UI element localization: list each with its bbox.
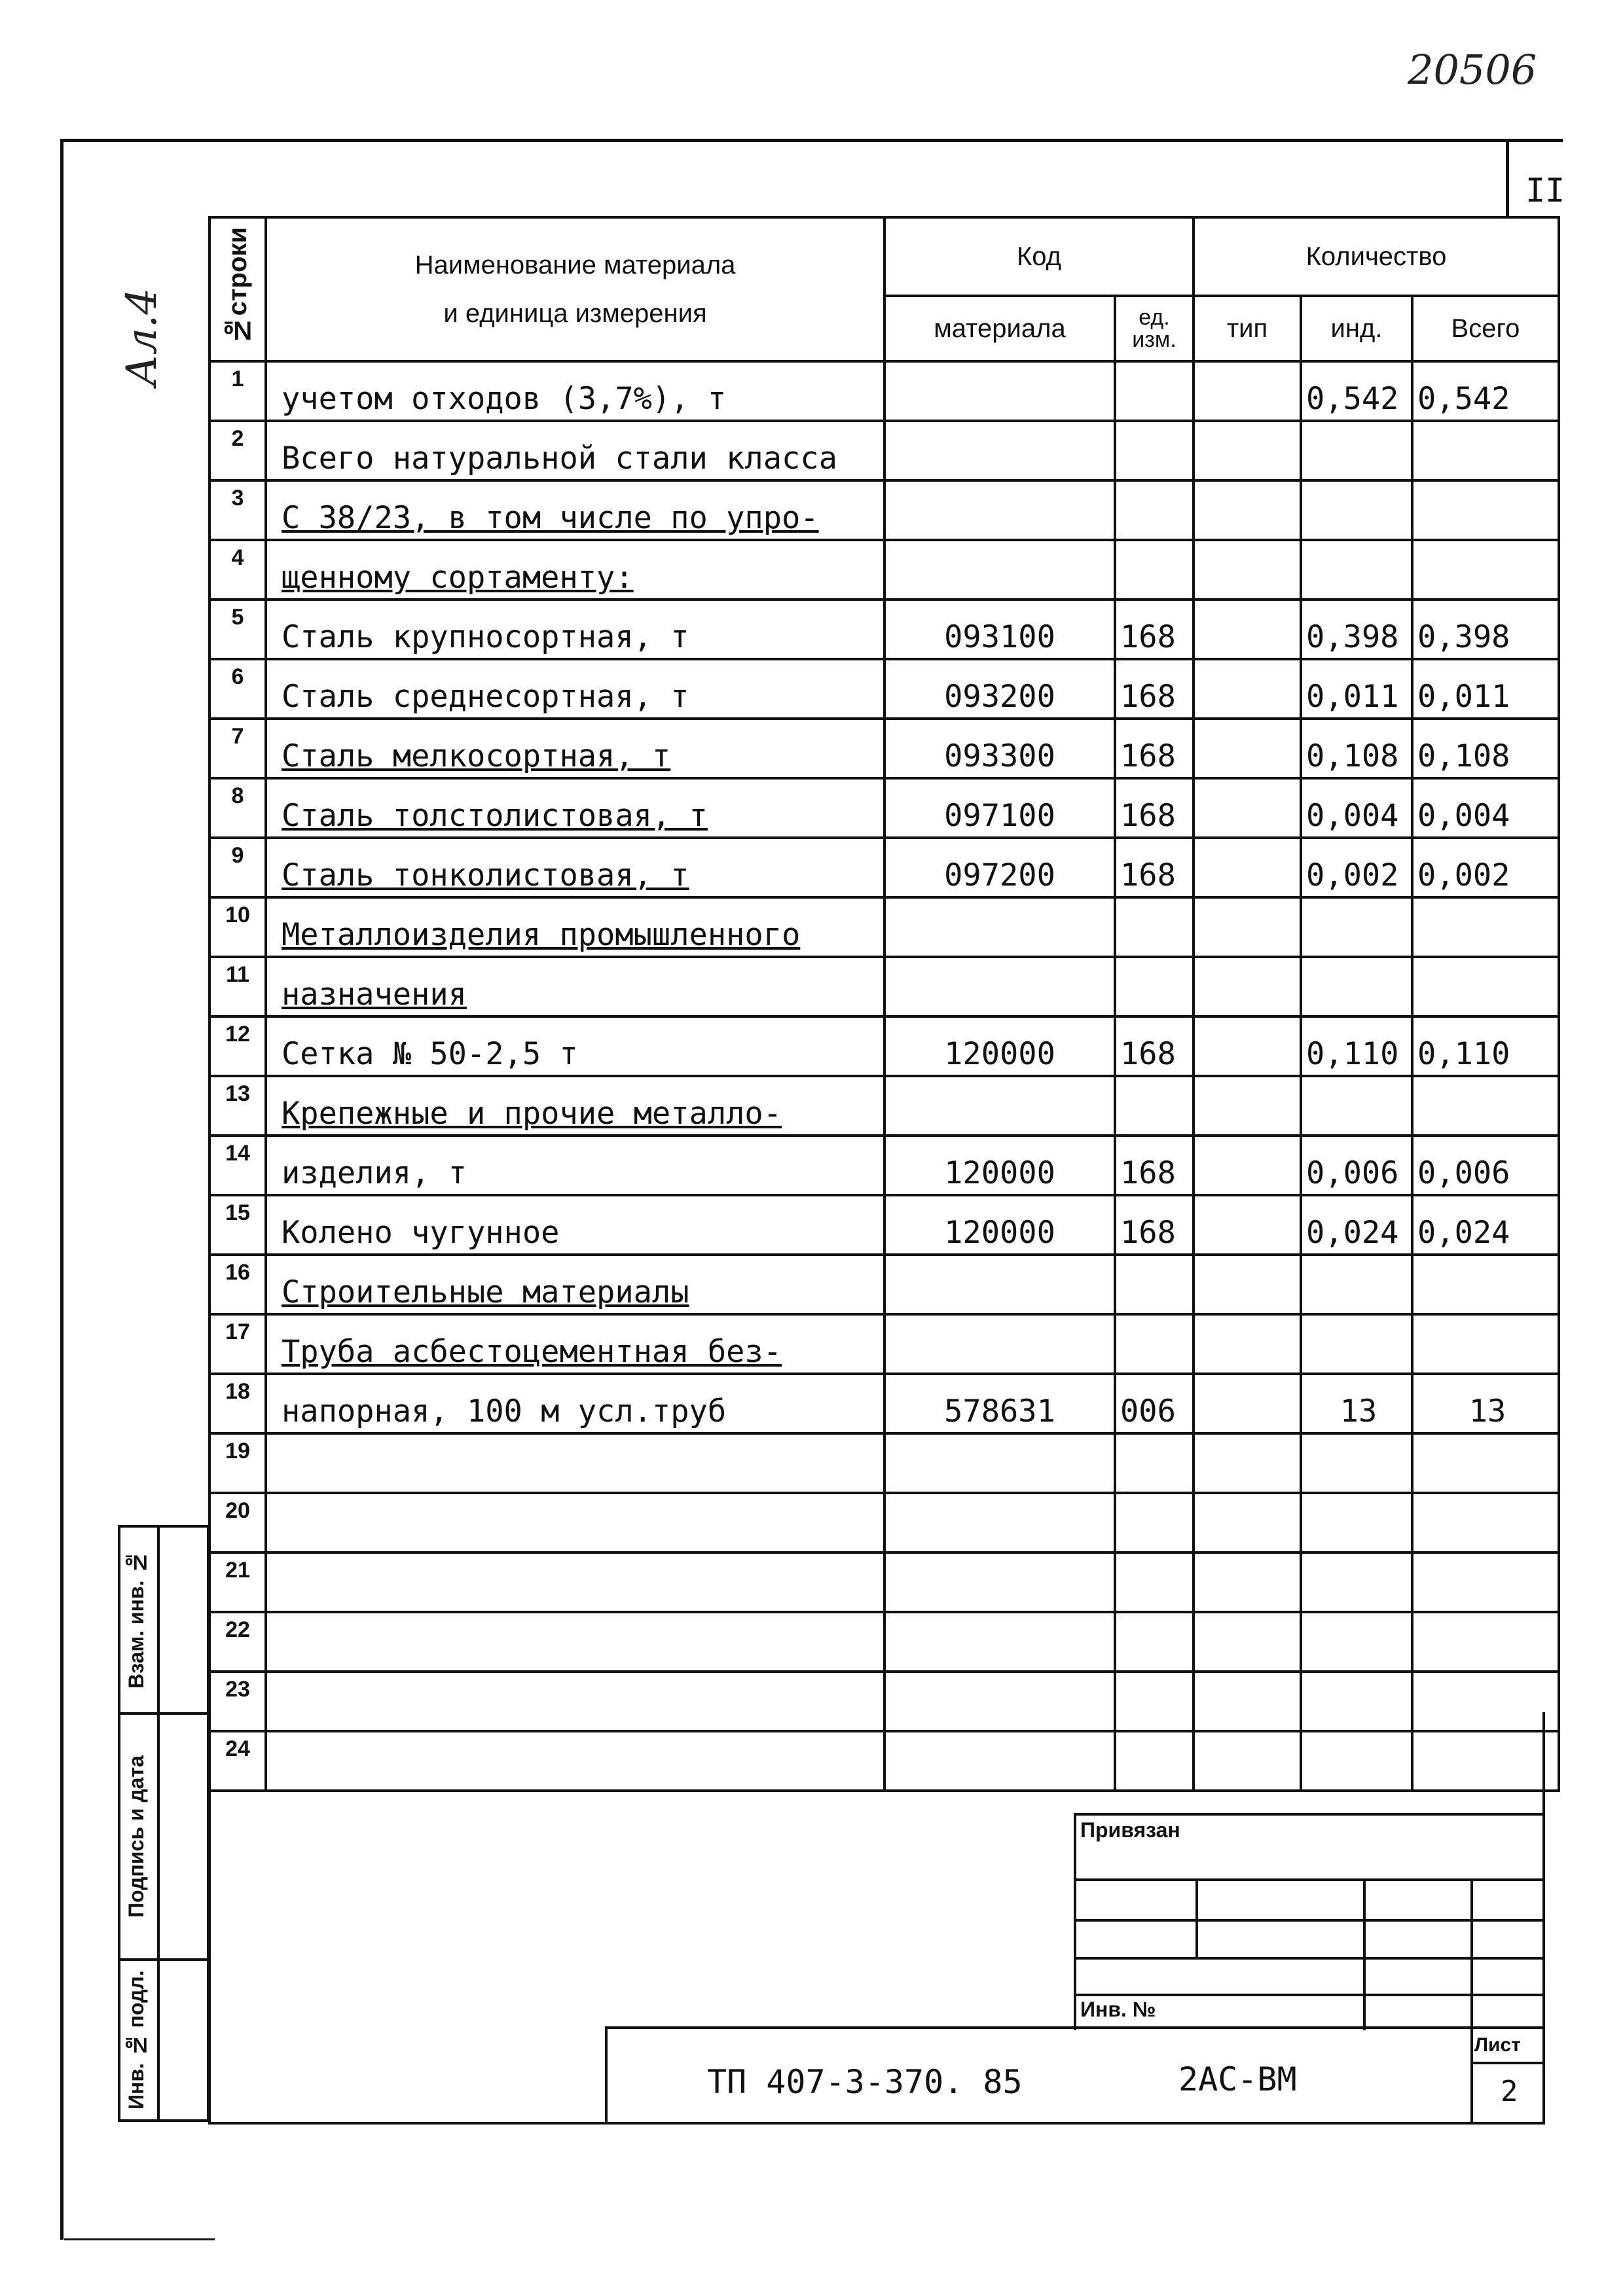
unit-code (1115, 1552, 1194, 1612)
material-name: Сетка № 50-2,5 т (266, 1016, 884, 1076)
material-name: учетом отходов (3,7%), т (266, 361, 884, 421)
qty-ind (1301, 1493, 1412, 1552)
material-code (884, 1552, 1115, 1612)
qty-type (1194, 1493, 1301, 1552)
unit-code (1115, 957, 1194, 1016)
frame-bottom (208, 2122, 1545, 2125)
material-code (884, 480, 1115, 540)
stamp-inv-podl (118, 1958, 210, 2122)
qty-type (1194, 1552, 1301, 1612)
privyazan-label: Привязан (1080, 1818, 1180, 1842)
sheet-corner-number: II (1525, 171, 1565, 209)
header-code-unit: ед. изм. (1115, 296, 1194, 361)
unit-code (1115, 1493, 1194, 1552)
header-qty-total: Всего (1412, 296, 1559, 361)
table-row (210, 1314, 1559, 1374)
qty-total: 0,108 (1412, 719, 1559, 778)
qty-total: 0,006 (1412, 1136, 1559, 1195)
material-code (884, 1672, 1115, 1731)
unit-code (1115, 1314, 1194, 1374)
material-code (884, 1433, 1115, 1493)
frame-left (60, 139, 64, 2240)
table-row (210, 1672, 1559, 1731)
row-number: 19 (210, 1433, 266, 1493)
qty-total (1412, 540, 1559, 600)
qty-ind: 0,011 (1301, 659, 1412, 719)
material-name (266, 1552, 884, 1612)
qty-total (1412, 1314, 1559, 1374)
row-number: 18 (210, 1374, 266, 1433)
material-code (884, 421, 1115, 480)
unit-code (1115, 1076, 1194, 1136)
qty-ind (1301, 540, 1412, 600)
qty-total (1412, 1493, 1559, 1552)
side-annotation: Ал.4 (118, 288, 166, 387)
table-row (210, 361, 1559, 421)
material-code: 097200 (884, 838, 1115, 897)
table-row (210, 1433, 1559, 1493)
material-name: Колено чугунное (266, 1195, 884, 1255)
qty-total: 0,011 (1412, 659, 1559, 719)
row-number: 20 (210, 1493, 266, 1552)
row-number: 7 (210, 719, 266, 778)
material-name (266, 1731, 884, 1791)
unit-code (1115, 480, 1194, 540)
material-code (884, 1314, 1115, 1374)
table-row (210, 540, 1559, 600)
material-code (884, 1493, 1115, 1552)
material-name (266, 1672, 884, 1731)
material-name (266, 1433, 884, 1493)
qty-total: 0,002 (1412, 838, 1559, 897)
qty-ind: 0,398 (1301, 600, 1412, 659)
frame-top (60, 139, 1563, 142)
qty-ind (1301, 1731, 1412, 1791)
unit-code: 168 (1115, 1136, 1194, 1195)
qty-ind: 0,024 (1301, 1195, 1412, 1255)
frame-divider-corner (1506, 139, 1509, 216)
material-name: Металлоизделия промышленного (266, 897, 884, 957)
qty-ind (1301, 1672, 1412, 1731)
qty-type (1194, 1433, 1301, 1493)
qty-type (1194, 897, 1301, 957)
qty-type (1194, 1136, 1301, 1195)
material-name (266, 1612, 884, 1672)
row-number: 16 (210, 1255, 266, 1314)
qty-type (1194, 1195, 1301, 1255)
qty-type (1194, 778, 1301, 838)
unit-code (1115, 1255, 1194, 1314)
qty-type (1194, 1612, 1301, 1672)
table-row (210, 1255, 1559, 1314)
table-row (210, 421, 1559, 480)
stamp-inv-podl-label: Инв. № подл. (124, 1970, 148, 2110)
qty-type (1194, 540, 1301, 600)
unit-code: 168 (1115, 1016, 1194, 1076)
qty-ind (1301, 480, 1412, 540)
qty-ind (1301, 1076, 1412, 1136)
qty-ind (1301, 1612, 1412, 1672)
tb-sheet-mid (1470, 2062, 1545, 2064)
frame-inner-left (208, 1712, 211, 2125)
tb-privyazan-left (1074, 1813, 1076, 2030)
qty-ind: 0,002 (1301, 838, 1412, 897)
unit-code: 006 (1115, 1374, 1194, 1433)
qty-ind: 0,110 (1301, 1016, 1412, 1076)
row-number: 9 (210, 838, 266, 897)
stamp-podpis-data (118, 1712, 210, 1961)
archive-number: 20506 (1408, 46, 1537, 94)
material-name: Сталь мелкосортная, т (266, 719, 884, 778)
unit-code: 168 (1115, 838, 1194, 897)
header-qty-type: тип (1194, 296, 1301, 361)
qty-type (1194, 1016, 1301, 1076)
material-code: 093300 (884, 719, 1115, 778)
table-row (210, 778, 1559, 838)
row-number: 5 (210, 600, 266, 659)
qty-total (1412, 1255, 1559, 1314)
qty-ind (1301, 1433, 1412, 1493)
header-qty-ind: инд. (1301, 296, 1412, 361)
qty-ind: 0,006 (1301, 1136, 1412, 1195)
qty-total (1412, 957, 1559, 1016)
material-name: изделия, т (266, 1136, 884, 1195)
material-code (884, 540, 1115, 600)
row-number: 17 (210, 1314, 266, 1374)
tb-grid-h3 (1074, 1957, 1545, 1960)
table-row (210, 1136, 1559, 1195)
unit-code (1115, 361, 1194, 421)
sheet-number: 2 (1501, 2075, 1518, 2108)
material-name: щенному сортаменту: (266, 540, 884, 600)
qty-ind (1301, 1552, 1412, 1612)
qty-type (1194, 719, 1301, 778)
qty-ind (1301, 957, 1412, 1016)
material-code (884, 897, 1115, 957)
row-number: 11 (210, 957, 266, 1016)
table-row (210, 1374, 1559, 1433)
material-code: 093200 (884, 659, 1115, 719)
material-code: 120000 (884, 1016, 1115, 1076)
row-number: 3 (210, 480, 266, 540)
qty-total: 0,004 (1412, 778, 1559, 838)
table-row (210, 1076, 1559, 1136)
stamp-podpis-label: Подпись и дата (124, 1755, 148, 1918)
row-number: 6 (210, 659, 266, 719)
qty-total: 13 (1412, 1374, 1559, 1433)
unit-code (1115, 1612, 1194, 1672)
material-name: Строительные материалы (266, 1255, 884, 1314)
row-number: 21 (210, 1552, 266, 1612)
inv-no-label: Инв. № (1080, 1998, 1156, 2021)
material-name: Крепежные и прочие металло- (266, 1076, 884, 1136)
qty-ind: 0,108 (1301, 719, 1412, 778)
qty-type (1194, 838, 1301, 897)
unit-code (1115, 540, 1194, 600)
qty-ind (1301, 1255, 1412, 1314)
qty-type (1194, 1374, 1301, 1433)
row-number: 2 (210, 421, 266, 480)
stamp-vzam-inv (118, 1525, 210, 1715)
row-number: 13 (210, 1076, 266, 1136)
qty-ind (1301, 421, 1412, 480)
material-code: 120000 (884, 1195, 1115, 1255)
row-number: 15 (210, 1195, 266, 1255)
material-name: Сталь тонколистовая, т (266, 838, 884, 897)
qty-type (1194, 421, 1301, 480)
tb-grid-h2 (1074, 1919, 1545, 1922)
stamp-vzam-label: Взам. инв. № (124, 1551, 148, 1689)
qty-total (1412, 1076, 1559, 1136)
unit-code: 168 (1115, 778, 1194, 838)
material-code: 120000 (884, 1136, 1115, 1195)
tb-grid-v3 (1470, 1878, 1473, 2030)
qty-total (1412, 421, 1559, 480)
qty-type (1194, 1672, 1301, 1731)
tb-privyazan-top (1074, 1813, 1545, 1816)
material-code (884, 361, 1115, 421)
table-row (210, 1731, 1559, 1791)
header-row-number: №строки (210, 217, 266, 361)
stamp-divider (157, 1525, 160, 2122)
header-quantity: Количество (1194, 217, 1559, 296)
unit-code (1115, 897, 1194, 957)
qty-total: 0,398 (1412, 600, 1559, 659)
material-code (884, 1255, 1115, 1314)
row-number: 22 (210, 1612, 266, 1672)
tb-grid-v1 (1195, 1878, 1198, 1960)
material-code: 093100 (884, 600, 1115, 659)
qty-total: 0,542 (1412, 361, 1559, 421)
qty-ind: 13 (1301, 1374, 1412, 1433)
qty-type (1194, 600, 1301, 659)
tb-main-left (605, 2026, 608, 2125)
material-code (884, 1612, 1115, 1672)
table-row (210, 600, 1559, 659)
material-code (884, 1076, 1115, 1136)
qty-total (1412, 1672, 1559, 1731)
qty-total (1412, 1731, 1559, 1791)
qty-total: 0,024 (1412, 1195, 1559, 1255)
qty-type (1194, 480, 1301, 540)
unit-code (1115, 1672, 1194, 1731)
unit-code: 168 (1115, 1195, 1194, 1255)
tb-sheet-left (1470, 2026, 1473, 2125)
unit-code: 168 (1115, 659, 1194, 719)
qty-total (1412, 897, 1559, 957)
row-number: 14 (210, 1136, 266, 1195)
row-number: 10 (210, 897, 266, 957)
material-name: Сталь толстолистовая, т (266, 778, 884, 838)
tb-grid-h1 (1074, 1878, 1545, 1881)
material-code (884, 1731, 1115, 1791)
material-name: Сталь среднесортная, т (266, 659, 884, 719)
row-number: 4 (210, 540, 266, 600)
qty-type (1194, 361, 1301, 421)
material-name: назначения (266, 957, 884, 1016)
qty-ind: 0,542 (1301, 361, 1412, 421)
qty-type (1194, 659, 1301, 719)
qty-ind (1301, 897, 1412, 957)
material-name: Сталь крупносортная, т (266, 600, 884, 659)
material-name: Труба асбестоцементная без- (266, 1314, 884, 1374)
qty-total (1412, 1433, 1559, 1493)
row-number: 8 (210, 778, 266, 838)
tb-grid-h4 (1074, 1994, 1545, 1996)
tb-main-top (605, 2026, 1545, 2029)
table-row (210, 1612, 1559, 1672)
unit-code (1115, 421, 1194, 480)
unit-code (1115, 1731, 1194, 1791)
material-code (884, 957, 1115, 1016)
qty-total (1412, 1552, 1559, 1612)
table-row (210, 897, 1559, 957)
qty-ind: 0,004 (1301, 778, 1412, 838)
qty-ind (1301, 1314, 1412, 1374)
table-row (210, 1493, 1559, 1552)
qty-type (1194, 1731, 1301, 1791)
row-number: 23 (210, 1672, 266, 1731)
row-number: 1 (210, 361, 266, 421)
sheet-label: Лист (1474, 2034, 1521, 2056)
table-row (210, 957, 1559, 1016)
unit-code (1115, 1433, 1194, 1493)
tb-grid-v2 (1363, 1878, 1366, 2030)
table-row (210, 719, 1559, 778)
material-name: Всего натуральной стали класса (266, 421, 884, 480)
table-row (210, 1016, 1559, 1076)
qty-total (1412, 480, 1559, 540)
table-row (210, 838, 1559, 897)
table-row (210, 480, 1559, 540)
table-row (210, 1195, 1559, 1255)
unit-code: 168 (1115, 719, 1194, 778)
header-material-name: Наименование материала и единица измерения (266, 217, 884, 361)
qty-type (1194, 957, 1301, 1016)
material-name: напорная, 100 м усл.труб (266, 1374, 884, 1433)
qty-type (1194, 1255, 1301, 1314)
material-name (266, 1493, 884, 1552)
drawing-mark: 2АС-ВМ (1178, 2060, 1297, 2098)
material-code: 578631 (884, 1374, 1115, 1433)
qty-type (1194, 1314, 1301, 1374)
material-name: С 38/23, в том числе по упро- (266, 480, 884, 540)
row-number: 24 (210, 1731, 266, 1791)
header-code: Код (884, 217, 1194, 296)
table-row (210, 1552, 1559, 1612)
table-row (210, 659, 1559, 719)
row-number: 12 (210, 1016, 266, 1076)
material-spec-table (208, 216, 1560, 1792)
qty-total (1412, 1612, 1559, 1672)
frame-bottom-stub (64, 2238, 215, 2240)
document-code: ТП 407-3-370. 85 (707, 2063, 1023, 2101)
qty-total: 0,110 (1412, 1016, 1559, 1076)
unit-code: 168 (1115, 600, 1194, 659)
header-code-material: материала (884, 296, 1115, 361)
qty-type (1194, 1076, 1301, 1136)
material-code: 097100 (884, 778, 1115, 838)
